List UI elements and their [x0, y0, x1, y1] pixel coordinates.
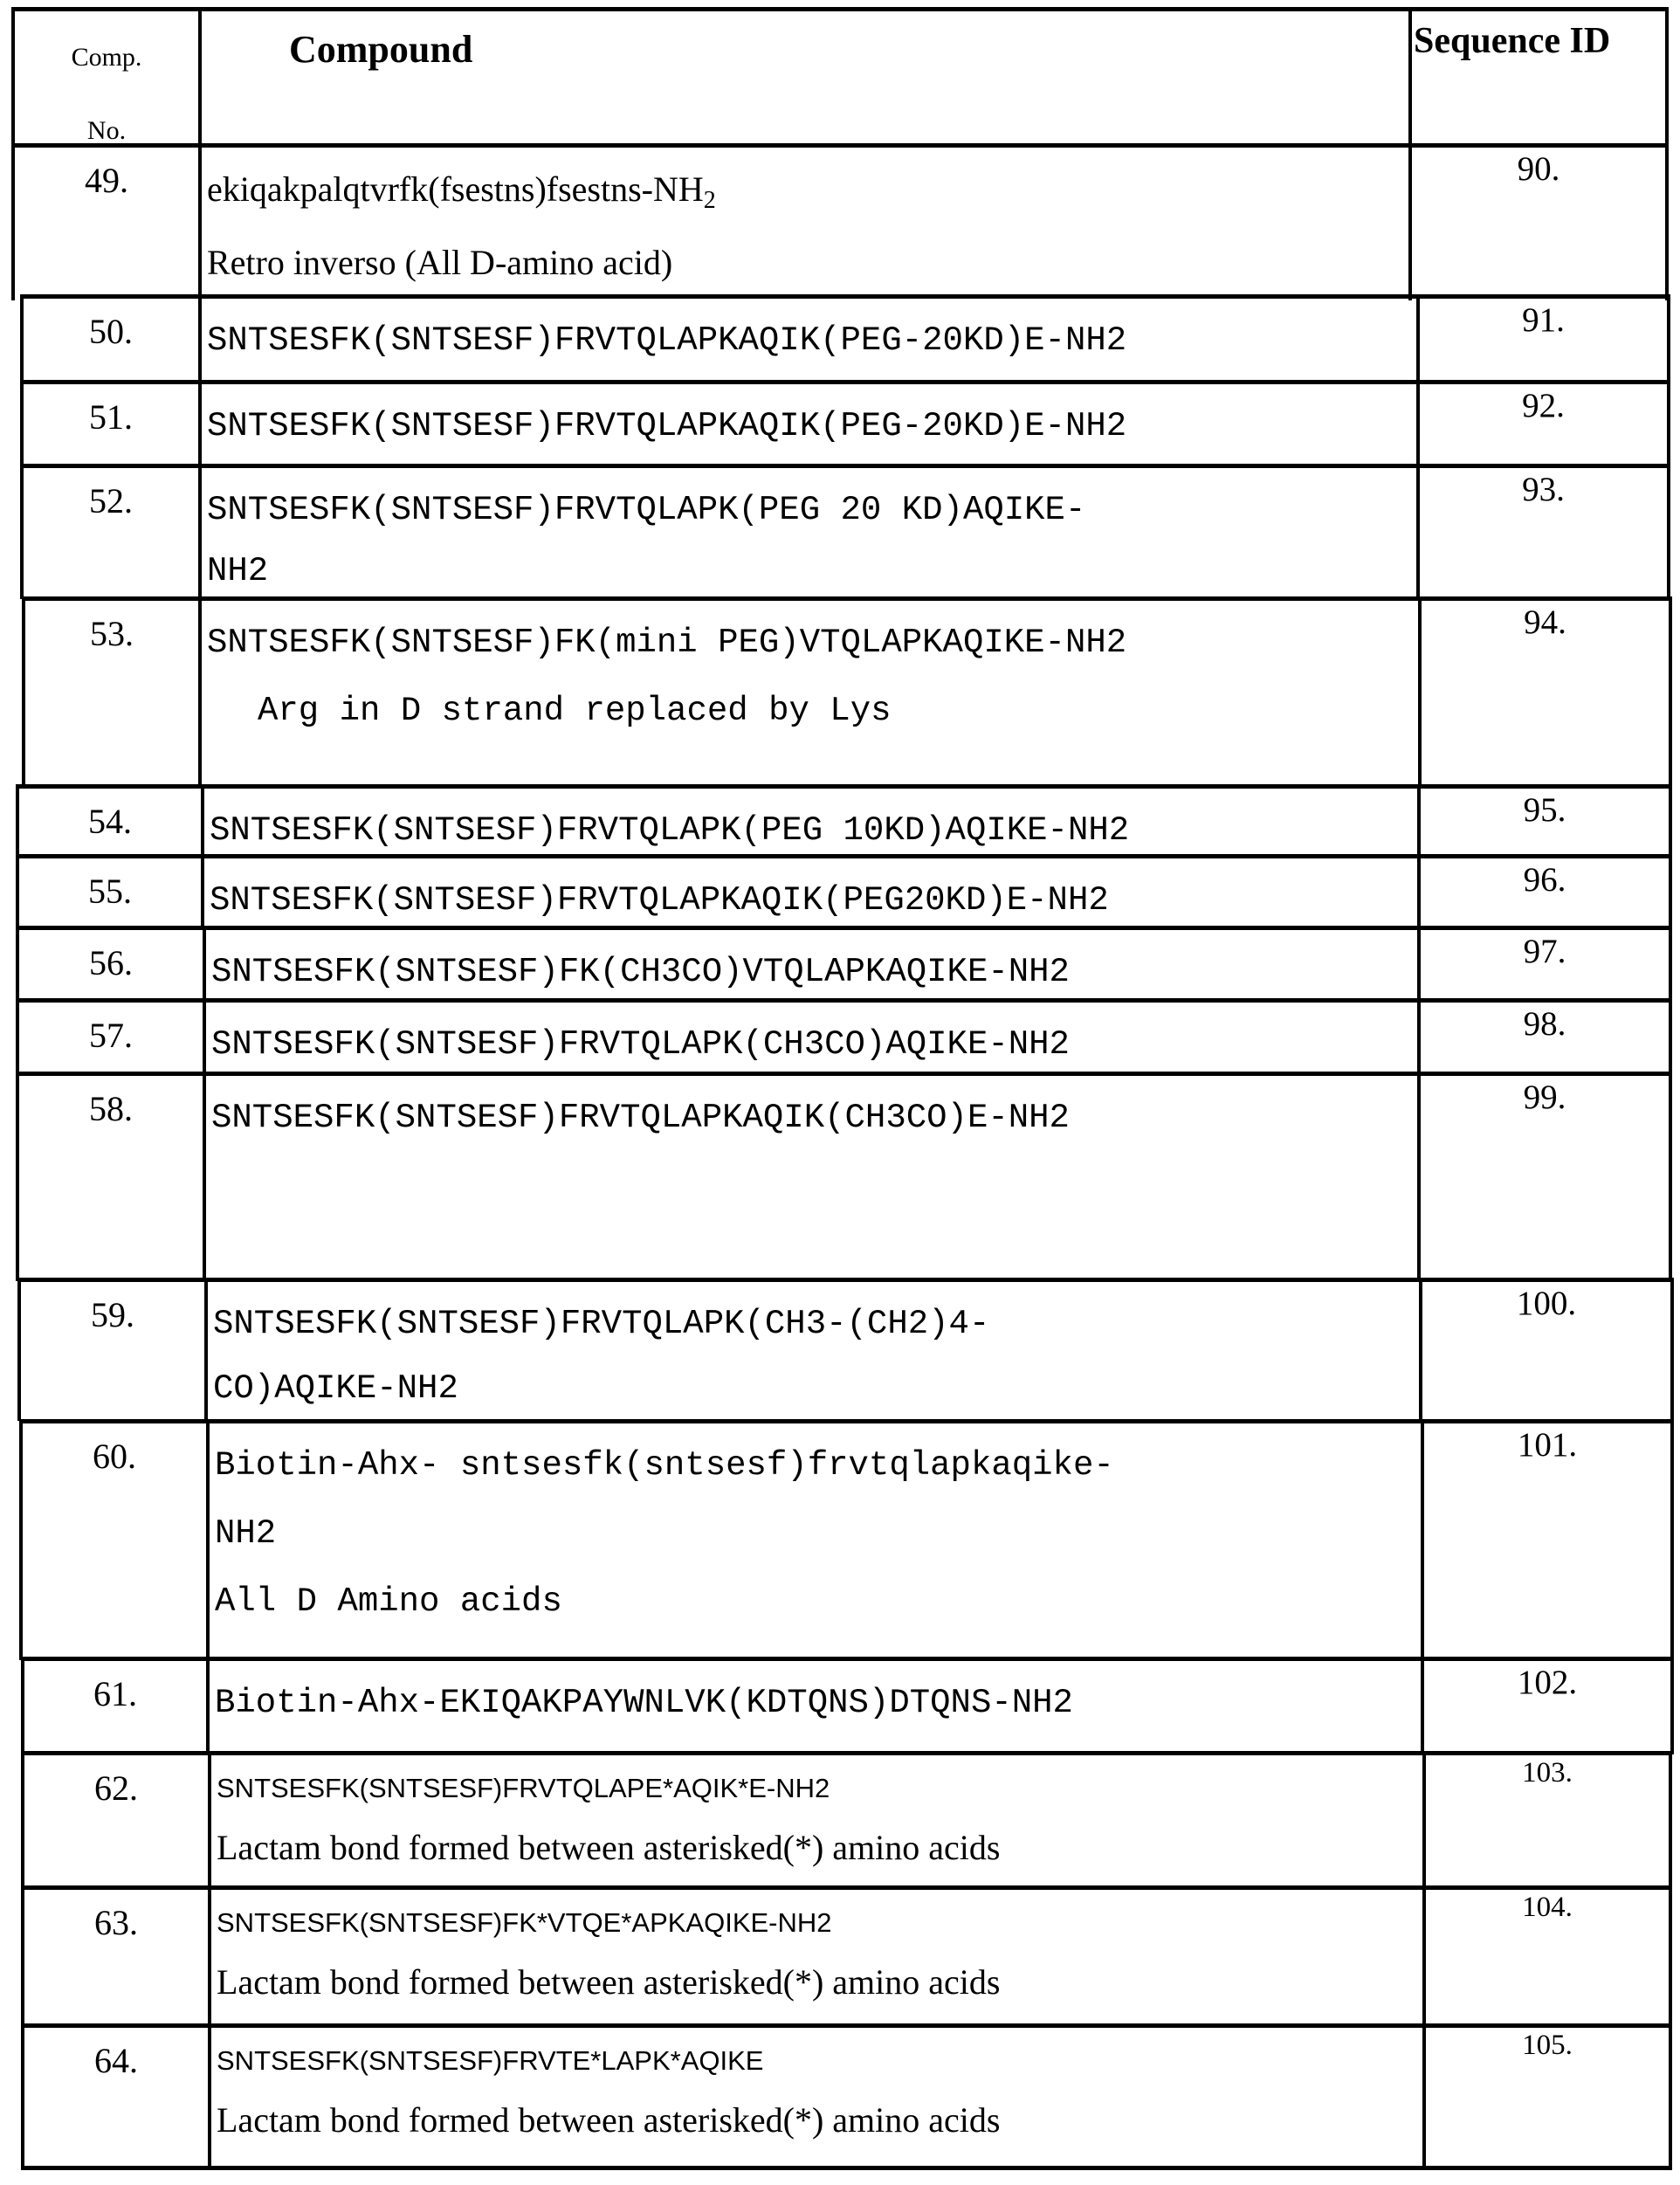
table-row	[16, 784, 1672, 858]
compound-sequence: SNTSESFK(SNTSESF)FRVTQLAPKAQIK(CH3CO)E-NH2	[211, 1099, 1070, 1137]
compound-cell	[206, 1003, 1421, 1075]
sequence-id: 99.	[1417, 1076, 1672, 1281]
sequence-id: 93.	[1416, 468, 1670, 599]
comp-no: 63.	[21, 1890, 211, 2027]
compound-line	[207, 153, 1412, 226]
comp-no: 58.	[16, 1076, 206, 1281]
comp-no: 60.	[19, 1423, 210, 1660]
compound-cell	[206, 930, 1421, 1002]
table-row	[22, 596, 1672, 789]
table-row	[21, 2023, 1672, 2170]
compound-sequence: SNTSESFK(SNTSESF)FRVTQLAPK(PEG 20 KD)AQIKE-	[207, 491, 1086, 529]
compound-cell	[211, 2028, 1426, 2166]
compound-sequence: SNTSESFK(SNTSESF)FK(CH3CO)VTQLAPKAQIKE-NH2	[211, 953, 1070, 991]
sequence-id: 97.	[1417, 930, 1672, 1002]
sequence-id: 92.	[1416, 384, 1670, 467]
comp-no: 53.	[22, 601, 202, 789]
compound-sequence: SNTSESFK(SNTSESF)FK*VTQE*APKAQIKE-NH2	[217, 1907, 832, 1938]
compound-note: Lactam bond formed between asterisked(*) amino acids	[217, 1962, 1001, 2002]
comp-no: 57.	[16, 1003, 206, 1075]
table-row	[21, 1751, 1672, 1889]
header-compound: Compound	[289, 28, 473, 71]
compound-cell	[210, 1661, 1424, 1754]
compound-sequence: ekiqakpalqtvrfk(fsestns)fsestns-NH	[207, 169, 704, 209]
sequence-id: 90.	[1408, 148, 1669, 300]
compound-sequence: SNTSESFK(SNTSESF)FRVTQLAPKAQIK(PEG-20KD)E-NH2	[207, 407, 1127, 445]
compound-sequence: SNTSESFK(SNTSESF)FRVTQLAPK(CH3CO)AQIKE-NH2	[211, 1025, 1070, 1064]
compound-note: Arg in D strand replaced by Lys	[258, 692, 892, 730]
table-row	[21, 1657, 1674, 1754]
compound-sequence: SNTSESFK(SNTSESF)FRVTQLAPKAQIK(PEG20KD)E-NH2	[210, 881, 1109, 920]
header-comp-no-line1: Comp.	[71, 43, 142, 72]
compound-sequence: SNTSESFK(SNTSESF)FRVTQLAPE*AQIK*E-NH2	[217, 1773, 830, 1803]
comp-no: 50.	[20, 299, 202, 382]
comp-no: 49.	[11, 148, 202, 300]
compound-cell	[202, 299, 1420, 382]
table-row	[16, 854, 1672, 929]
comp-no: 62.	[21, 1755, 211, 1889]
sequence-id: 94.	[1418, 601, 1672, 789]
sequence-id: 104.	[1422, 1890, 1672, 2027]
comp-no: 54.	[16, 789, 204, 858]
compound-note: Lactam bond formed between asterisked(*) amino acids	[217, 2100, 1001, 2140]
compound-cell	[204, 858, 1421, 929]
compound-note: Retro inverso (All D-amino acid)	[207, 243, 673, 282]
compound-cell	[211, 1755, 1426, 1889]
compound-sequence: SNTSESFK(SNTSESF)FRVTQLAPKAQIK(PEG-20KD)E-NH2	[207, 321, 1127, 360]
compound-cell	[208, 1282, 1422, 1421]
compound-sequence-cont: NH2	[207, 552, 269, 590]
table-row	[16, 998, 1672, 1075]
compound-sequence-cont: NH2	[215, 1514, 277, 1553]
sequence-id: 95.	[1417, 789, 1672, 858]
comp-no: 52.	[20, 468, 202, 599]
subscript: 2	[703, 187, 716, 214]
compound-sequence: SNTSESFK(SNTSESF)FRVTQLAPK(CH3-(CH2)4-	[213, 1305, 990, 1343]
sequence-id: 101.	[1421, 1423, 1674, 1660]
sequence-id: 105.	[1422, 2028, 1672, 2166]
header-comp-no-line2: No.	[86, 116, 127, 145]
sequence-id: 96.	[1417, 858, 1672, 929]
compound-cell	[202, 384, 1420, 467]
comp-no: 56.	[16, 930, 206, 1002]
comp-no: 64.	[21, 2028, 211, 2166]
compound-sequence: Biotin-Ahx- sntsesfk(sntsesf)frvtqlapkaqike-	[215, 1446, 1114, 1485]
comp-no: 59.	[17, 1282, 208, 1421]
header-comp-no	[11, 11, 202, 147]
table-row	[17, 1278, 1674, 1421]
sequence-id: 91.	[1416, 299, 1670, 382]
compound-sequence: SNTSESFK(SNTSESF)FRVTE*LAPK*AQIKE	[217, 2045, 764, 2076]
table-row	[16, 1072, 1672, 1281]
compound-note: Lactam bond formed between asterisked(*) amino acids	[217, 1828, 1001, 1867]
compound-cell	[202, 601, 1422, 789]
compound-cell	[202, 468, 1420, 599]
comp-no: 61.	[21, 1661, 210, 1754]
compound-cell	[204, 789, 1421, 858]
compound-cell	[210, 1423, 1422, 1660]
table-row	[16, 926, 1672, 1002]
table-row	[20, 464, 1670, 599]
sequence-id: 100.	[1419, 1282, 1674, 1421]
table-row	[21, 1885, 1672, 2027]
compound-cell	[206, 1076, 1421, 1281]
sequence-id: 103.	[1422, 1755, 1672, 1889]
comp-no: 51.	[20, 384, 202, 467]
compound-note: All D Amino acids	[215, 1582, 562, 1621]
table-row	[11, 143, 1669, 300]
comp-no: 55.	[16, 858, 204, 929]
sequence-id: 98.	[1417, 1003, 1672, 1075]
compound-sequence-cont: CO)AQIKE-NH2	[213, 1369, 458, 1408]
compound-cell	[202, 148, 1412, 300]
compound-sequence: Biotin-Ahx-EKIQAKPAYWNLVK(KDTQNS)DTQNS-NH2	[215, 1684, 1073, 1722]
table-row	[20, 380, 1670, 467]
compound-sequence: SNTSESFK(SNTSESF)FK(mini PEG)VTQLAPKAQIKE-NH2	[207, 624, 1127, 662]
compound-cell	[211, 1890, 1426, 2027]
table-row	[20, 294, 1670, 382]
table-header-row	[11, 7, 1669, 147]
table-row	[19, 1419, 1674, 1660]
header-sequence-id: Sequence ID	[1408, 11, 1669, 147]
sequence-id: 102.	[1421, 1661, 1674, 1754]
compound-sequence: SNTSESFK(SNTSESF)FRVTQLAPK(PEG 10KD)AQIKE-NH2	[210, 811, 1130, 850]
